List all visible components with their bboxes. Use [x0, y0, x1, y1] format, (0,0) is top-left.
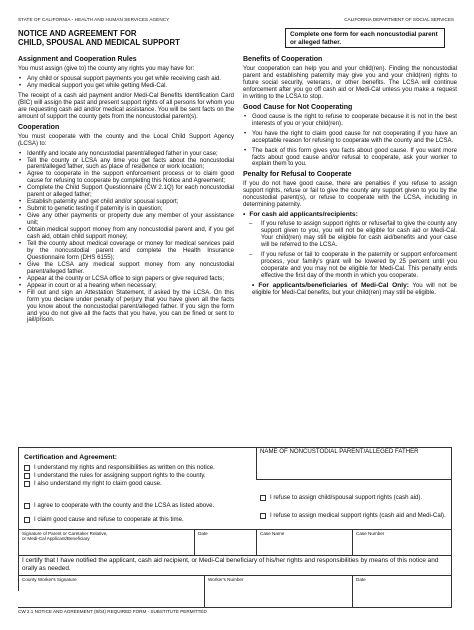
divider — [18, 555, 452, 556]
form-title — [18, 29, 180, 47]
claim-good-cause-checkbox[interactable] — [24, 517, 30, 523]
claim-good-cause-text: I claim good cause and refuse to cooperate at this time. — [34, 516, 184, 523]
signature-label-line-2: or Medi-Cal Applicant/Beneficiary — [22, 536, 90, 542]
date-field[interactable] — [198, 543, 252, 553]
list-item: • Fill out and sign an Attestation Statement, if asked by the LCSA. On this form you declare under penalty of perjury that you have given all the facts you know about the noncustodial parent/alleged father. If you sign the form and you do not give all the facts that you have, you can be fined or sent to jail/prison. — [18, 290, 234, 325]
title-line-1: NOTICE AND AGREEMENT FOR — [18, 29, 137, 38]
form-footer: CW 2.1 NOTICE AND AGREEMENT (8/04) REQUIRED FORM - SUBSTITUTE PERMITTED — [18, 609, 207, 614]
form-bottom-border — [18, 607, 452, 608]
list-item: • Appear in court or at a hearing when necessary; — [18, 283, 234, 290]
list-item: • Any medical support you get while getting Medi-Cal. — [18, 83, 234, 90]
penalty-paragraph: If you do not have good cause, there are penalties if you refuse to assign support rights, refuse or fail to give the county any support given to you by the noncustodial parent(s), or refuse to cooperate with the LCSA, including in determining paternity. — [243, 180, 457, 209]
right-column — [243, 56, 457, 300]
assignment-intro: You must assign (give to) the county any rights you may have for: — [18, 65, 195, 72]
list-item: • Tell the county about medical coverage or money for medical services paid by the noncustodial parent and complete the Health Insurance Questionnaire form (DHS 6155); — [18, 241, 234, 262]
divider — [352, 575, 353, 607]
divider — [256, 447, 257, 479]
case-name-label: Case Name — [260, 531, 285, 536]
certification-form — [18, 447, 452, 623]
refuse-assign-text: I refuse to assign child/spousal support rights (cash aid). — [270, 494, 423, 501]
worker-number-label: Worker's Number — [208, 577, 244, 582]
noncustodial-name-field[interactable] — [260, 457, 448, 475]
list-item: • Establish paternity and get child and/or spousal support; — [18, 199, 234, 206]
county-signature-label: County Worker's Signature — [22, 577, 77, 582]
form-left-border — [18, 447, 19, 591]
refuse-assign-checkbox[interactable] — [260, 495, 266, 501]
list-item: • Agree to cooperate in the support enforcement process or to claim good cause for refusing to cooperate by completing this Notice and Agreement; — [18, 171, 234, 185]
medi-cal-text: You will not be eligible for Medi-Cal benefits, but your child(ren) may still be eligible. — [252, 281, 457, 296]
worker-date-field[interactable] — [356, 585, 448, 603]
list-item: • Obtain medical support money from any noncustodial parent and, if you get cash aid, obtain child support money; — [18, 227, 234, 241]
worker-date-label: Date — [356, 577, 366, 582]
case-number-label: Case Number — [356, 531, 385, 536]
divider — [18, 575, 452, 576]
benefits-paragraph: Your cooperation can help you and your child(ren). Finding the noncustodial parent and establishing paternity may give you and your child(ren) rights to future social security, veterans, or other benefits. The LCSA will continue enforcement after you go off cash aid or Medi-Cal unless you make a request in writing to the LCSA to stop. — [243, 65, 457, 100]
noncustodial-name-label: NAME OF NONCUSTODIAL PARENT/ALLEGED FATHER — [260, 448, 419, 455]
assignment-heading: Assignment and Cooperation Rules — [18, 56, 137, 63]
list-item: • Any child or spousal support payments you get while receiving cash aid. — [18, 76, 234, 83]
understand-rights-checkbox[interactable] — [24, 465, 30, 471]
list-item: • Give any other payments or property due any member of your assistance unit; — [18, 213, 234, 227]
cooperation-list — [18, 151, 234, 325]
penalty-heading: Penalty for Refusal to Cooperate — [243, 171, 352, 179]
understand-rules-checkbox[interactable] — [24, 473, 30, 479]
cooperation-intro: You must cooperate with the county and the Local Child Support Agency (LCSA) to: — [18, 132, 234, 147]
good-cause-list — [243, 114, 457, 169]
worker-certification-text: I certify that I have notified the applicant, cash aid recipient, or Medi-Cal beneficiary of his/her rights and responsibilities by means of this notice and orally as needed. — [22, 557, 439, 572]
department-header: CALIFORNIA DEPARTMENT OF SOCIAL SERVICES — [344, 17, 454, 22]
worker-number-field[interactable] — [208, 585, 348, 603]
divider — [352, 529, 353, 555]
good-cause-heading: Good Cause for Not Cooperating — [243, 103, 353, 111]
agree-cooperate-text: I agree to cooperate with the county and the LCSA as listed above. — [34, 502, 215, 509]
list-item: • You have the right to claim good cause for not cooperating if you have an acceptable reason for refusing to cooperate with the county and the LCSA. — [243, 131, 457, 145]
date-label: Date — [198, 531, 208, 536]
divider — [204, 575, 205, 607]
refuse-medical-checkbox[interactable] — [260, 513, 266, 519]
certification-heading: Certification and Agreement: — [24, 454, 118, 461]
list-item: • Tell the county or LCSA any time you get facts about the noncustodial parent/alleged father, such as place of residence or work location; — [18, 158, 234, 172]
divider — [256, 529, 257, 555]
cash-aid-item: – If you refuse to assign support rights or refuse/fail to give the county any support given to you, you will not be eligible for cash aid or Medi-Cal. Your child(ren) may still be eligible for cash aid/benefits and your case will be referred to the LCSA. — [243, 221, 457, 249]
divider — [256, 479, 452, 480]
cash-aid-heading: • For cash aid applicants/recipients: — [243, 212, 457, 219]
signature-field[interactable] — [22, 543, 190, 553]
refuse-medical-text: I refuse to assign medical support rights (cash aid and Medi-Cal). — [270, 512, 446, 519]
agency-header: STATE OF CALIFORNIA - HEALTH AND HUMAN SERVICES AGENCY — [18, 17, 170, 22]
list-item: • Give the LCSA any medical support money from any noncustodial parent/alleged father. — [18, 262, 234, 276]
understand-rules-text: I understand the rules for assigning support rights to the county. — [34, 472, 206, 479]
list-item: • Identify and locate any noncustodial parent/alleged father in your case; — [18, 151, 234, 158]
instruction-box: Complete one form for each noncustodial parent or alleged father. — [285, 28, 445, 48]
title-line-2: CHILD, SPOUSAL AND MEDICAL SUPPORT — [18, 38, 180, 47]
signature-label-line-1: Signature of Parent or Caretaker Relative, — [22, 531, 108, 536]
signature-label — [22, 531, 108, 541]
list-item: • Appear at the county or LCSA office to sign papers or give required facts; — [18, 276, 234, 283]
medi-cal-heading: • For applicants/beneficiaries of Medi-Cal Only: — [252, 282, 409, 289]
list-item: • Good cause is the right to refuse to cooperate because it is not in the best interests of you or your child(ren). — [243, 114, 457, 128]
list-item: • Submit to genetic testing if paternity is in question; — [18, 206, 234, 213]
county-signature-field[interactable] — [22, 585, 200, 603]
list-item: • Complete the Child Support Questionnaire (CW 2.1Q) for each noncustodial parent or alleged father; — [18, 185, 234, 199]
agree-cooperate-checkbox[interactable] — [24, 503, 30, 509]
understand-rights-text: I understand my rights and responsibilities as written on this notice. — [34, 464, 215, 471]
benefits-heading: Benefits of Cooperation — [243, 56, 323, 63]
good-cause-right-checkbox[interactable] — [24, 481, 30, 487]
good-cause-right-text: I also understand my right to claim good cause. — [34, 480, 162, 487]
divider — [194, 529, 195, 555]
assignment-list — [18, 76, 234, 90]
divider — [18, 529, 452, 530]
form-right-border — [451, 447, 452, 607]
cooperation-heading: Cooperation — [18, 123, 60, 131]
case-number-field[interactable] — [356, 543, 448, 553]
cash-aid-item: – If you refuse or fail to cooperate in the paternity or support enforcement process, your family's grant will be lowered by 25 percent until you cooperate and you may not be eligible for Medi-Cal. This penalty ends effective the first day of the month in which you cooperate. — [243, 252, 457, 280]
case-name-field[interactable] — [260, 543, 348, 553]
left-column — [18, 56, 234, 327]
medi-cal-paragraph — [243, 283, 457, 297]
receipt-paragraph: The receipt of a cash aid payment and/or Medi-Cal Benefits Identification Card (BIC) will assign the past and present support rights of all persons for whom you are requesting cash aid and/or medical assistance. You will be sent facts on the amount of support the county gets from the noncustodial parent(s). — [18, 91, 234, 120]
list-item: • The back of this form gives you facts about good cause. If you want more facts about good cause and/or refusal to cooperate, ask your worker to explain them to you. — [243, 148, 457, 169]
